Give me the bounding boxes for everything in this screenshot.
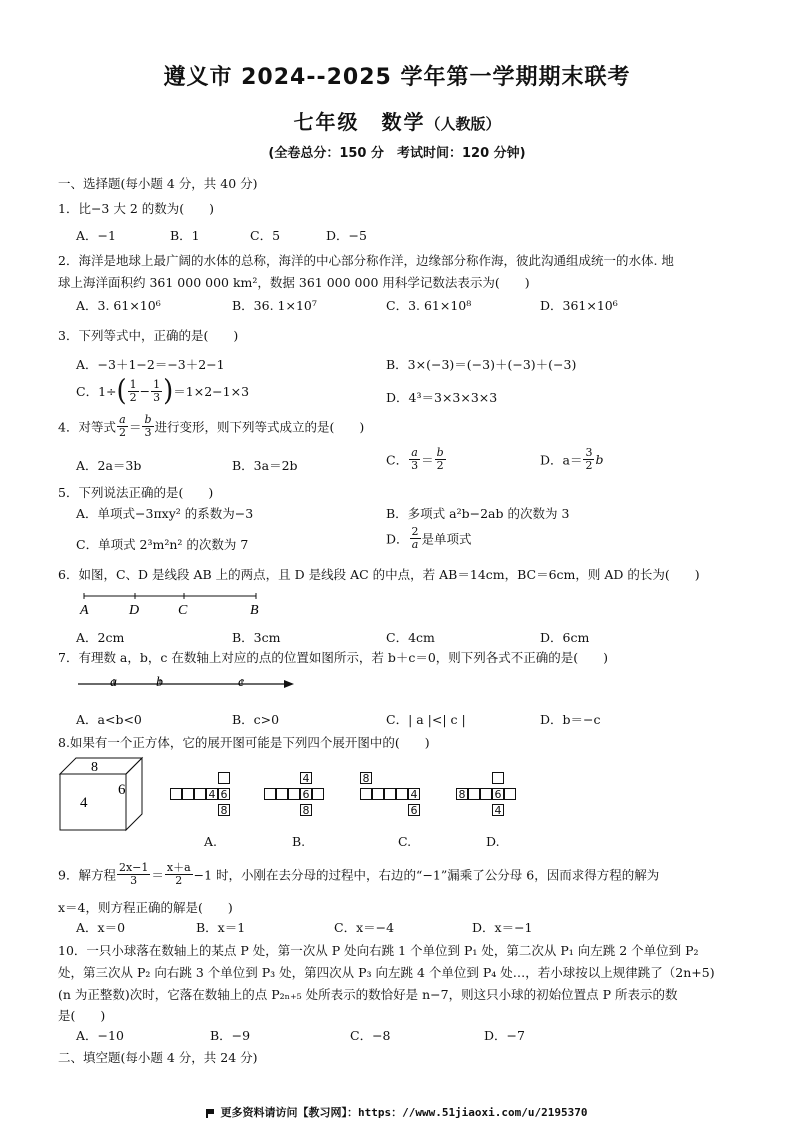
q4-stem	[58, 414, 364, 439]
q4-c-frac1	[409, 447, 420, 472]
q5-d-suffix: 是单项式	[421, 531, 472, 547]
label-c: c	[238, 674, 245, 690]
net-cell	[194, 788, 206, 800]
q3-option-c	[76, 374, 250, 408]
right-paren: )	[163, 374, 174, 408]
q6-option-c: C．4cm	[386, 630, 435, 645]
net-cell: 8	[456, 788, 468, 800]
net-b	[264, 772, 334, 824]
equals: ＝	[128, 419, 142, 435]
frac-den: 3	[411, 459, 419, 472]
q7-option-c: C．| a |<| c |	[386, 712, 466, 727]
q2-option-b: B．36. 1×10⁷	[232, 298, 317, 313]
frac-num: x＋a	[166, 861, 191, 874]
q6-segment-figure	[76, 588, 276, 618]
frac-num: b	[436, 446, 444, 459]
q2-stem-line1: 2．海洋是地球上最广阔的水体的总称，海洋的中心部分称作洋，边缘部分称作海，彼此沟通组成统一的水体. 地	[58, 253, 674, 268]
net-b-label: B.	[292, 834, 306, 849]
footer-link[interactable]: 更多资料请访问【教习网】：https：//www.51jiaoxi.com/u/2195370	[220, 1106, 588, 1119]
q10-line3: (n 为正整数)次时，它落在数轴上的点 P₂ₙ₊₅ 处所表示的数恰好是 n−7，则这只小球的初始位置点 P 所表示的数	[58, 987, 678, 1002]
frac-den: 3	[130, 874, 138, 887]
q7-option-a: A．a<b<0	[76, 712, 142, 727]
q5-d-prefix: D．	[386, 531, 409, 547]
frac-num: 1	[153, 377, 161, 391]
net-cell	[218, 772, 230, 784]
frac-num: 1	[129, 377, 137, 391]
q3-c-frac2	[151, 379, 162, 404]
q9-option-c: C．x＝−4	[334, 920, 395, 935]
q10-option-b: B．−9	[210, 1028, 251, 1043]
label-b: b	[156, 674, 163, 690]
label-a: a	[110, 674, 117, 690]
q6-option-a: A．2cm	[76, 630, 125, 645]
q2-stem-line2: 球上海洋面积约 361 000 000 km²，数据 361 000 000 用科学记数法表示为( )	[58, 275, 530, 290]
net-cell	[360, 788, 372, 800]
label-b: B	[250, 603, 259, 618]
frac-den: 2	[585, 459, 593, 472]
net-cell: 8	[218, 804, 230, 816]
net-cell: 8	[360, 772, 372, 784]
net-cell	[492, 772, 504, 784]
q1-option-c: C．5	[250, 228, 281, 243]
net-cell: 4	[492, 804, 504, 816]
net-d	[456, 772, 526, 824]
q3-option-a: A．−3＋1−2＝−3＋2−1	[76, 357, 225, 372]
exam-info: (全卷总分：150 分 考试时间：120 分钟)	[268, 146, 526, 161]
frac-den: 2	[118, 426, 126, 439]
q10-option-c: C．−8	[350, 1028, 391, 1043]
cube-top-label: 8	[91, 760, 98, 775]
q4-stem-prefix: 4．对等式	[58, 419, 116, 435]
q1-option-a: A．−1	[76, 228, 116, 243]
frac-num: a	[409, 447, 420, 460]
footer	[0, 1104, 794, 1120]
net-d-label: D.	[486, 834, 500, 849]
net-cell	[372, 788, 384, 800]
frac-den: 3	[144, 426, 152, 439]
q10-line1: 10．一只小球落在数轴上的某点 P 处，第一次从 P 处向右跳 1 个单位到 P₁ 处，第二次从 P₁ 向左跳 2 个单位到 P₂	[58, 943, 699, 958]
net-cell	[396, 788, 408, 800]
q4-option-c	[386, 447, 447, 472]
q2-option-a: A．3. 61×10⁶	[76, 298, 161, 313]
cube-right-face	[126, 758, 142, 830]
cube-top-face	[60, 758, 142, 774]
net-c	[360, 772, 430, 824]
exam-title: 遵义市 2024--2025 学年第一学期期末联考	[163, 65, 631, 90]
net-cell	[288, 788, 300, 800]
net-c-label: C.	[398, 834, 412, 849]
net-cell: 6	[300, 788, 312, 800]
q9-option-b: B．x＝1	[196, 920, 246, 935]
q2-option-c: C．3. 61×10⁸	[386, 298, 472, 313]
net-a-label: A.	[204, 834, 218, 849]
q3-c-suffix: ＝1×2−1×3	[173, 384, 250, 399]
net-cell	[264, 788, 276, 800]
net-cell: 4	[408, 788, 420, 800]
net-cell	[384, 788, 396, 800]
net-cell: 4	[206, 788, 218, 800]
q3-option-d: D．4³＝3×3×3×3	[386, 390, 498, 405]
left-paren: (	[116, 374, 127, 408]
q4-option-a: A．2a＝3b	[76, 458, 142, 473]
cube-right-label: 6	[118, 782, 126, 798]
frac-den: 3	[153, 390, 161, 404]
edition: （人教版）	[425, 115, 501, 133]
q1-stem: 1．比−3 大 2 的数为( )	[58, 201, 215, 216]
q4-frac-b3	[142, 414, 153, 439]
exam-subtitle	[0, 106, 794, 135]
q4-d-prefix: D．a＝	[540, 452, 583, 468]
label-c: C	[178, 603, 188, 618]
net-cell: 4	[300, 772, 312, 784]
q1-option-d: D．−5	[326, 228, 367, 243]
equals: ＝	[421, 452, 434, 468]
q9-option-a: A．x＝0	[76, 920, 126, 935]
frac-den: 2	[436, 459, 444, 472]
q6-stem: 6．如图，C、D 是线段 AB 上的两点，且 D 是线段 AC 的中点，若 AB＝14cm，BC＝6cm，则 AD 的长为( )	[58, 567, 700, 582]
section-heading: 一、选择题(每小题 4 分，共 40 分)	[58, 176, 258, 191]
q4-frac-a2	[117, 414, 128, 439]
frac-den: 2	[175, 874, 183, 887]
cube-front-face	[60, 774, 126, 830]
net-cell	[182, 788, 194, 800]
q7-number-line	[76, 672, 306, 706]
grade-subject: 七年级 数学	[293, 110, 426, 134]
q2-option-d: D．361×10⁶	[540, 298, 618, 313]
q8-cube-figure	[58, 756, 148, 832]
q4-stem-suffix: 进行变形，则下列等式成立的是( )	[154, 419, 365, 435]
net-cell	[504, 788, 516, 800]
q3-stem: 3．下列等式中，正确的是( )	[58, 328, 239, 343]
q3-c-frac1	[128, 379, 139, 404]
q5-option-b: B．多项式 a²b−2ab 的次数为 3	[386, 506, 570, 521]
equals: ＝	[151, 867, 164, 883]
frac-num: a	[117, 414, 128, 427]
q9-stem-suffix: −1 时，小刚在去分母的过程中，右边的“−1”漏乘了公分母 6，因而求得方程的解为	[193, 867, 660, 883]
q4-option-b: B．3a＝2b	[232, 458, 298, 473]
label-d: D	[129, 603, 140, 618]
q9-stem	[58, 862, 659, 887]
q8-stem: 8.如果有一个正方体，它的展开图可能是下列四个展开图中的( )	[58, 735, 430, 750]
q5-d-frac	[410, 526, 421, 551]
q7-option-b: B．c>0	[232, 712, 280, 727]
q10-line4: 是( )	[58, 1008, 106, 1023]
frac-num: 2x−1	[118, 861, 149, 874]
q5-stem: 5．下列说法正确的是( )	[58, 485, 214, 500]
q4-d-suffix: b	[595, 452, 604, 467]
frac-num: b	[144, 413, 152, 426]
q9-stem-prefix: 9．解方程	[58, 867, 116, 883]
q5-option-a: A．单项式−3πxy² 的系数为−3	[76, 506, 254, 521]
net-cell: 6	[218, 788, 230, 800]
frac-num: 3	[585, 446, 593, 459]
q9-stem-line2: x＝4，则方程正确的解是( )	[58, 900, 233, 915]
net-cell: 6	[492, 788, 504, 800]
net-cell	[312, 788, 324, 800]
section-heading-2: 二、填空题(每小题 4 分，共 24 分)	[58, 1050, 258, 1065]
frac-den: a	[411, 538, 419, 551]
q7-stem: 7．有理数 a，b，c 在数轴上对应的点的位置如图所示，若 b＋c＝0，则下列各式不正确的是( )	[58, 650, 609, 665]
net-cell	[468, 788, 480, 800]
minus: −	[139, 383, 151, 399]
q9-frac2	[165, 862, 193, 887]
frac-den: 2	[129, 390, 137, 404]
q6-option-b: B．3cm	[232, 630, 281, 645]
net-a	[170, 772, 240, 824]
q9-frac1	[117, 862, 150, 887]
q3-c-prefix: C．1÷	[76, 384, 117, 399]
net-cell	[480, 788, 492, 800]
label-a: A	[80, 603, 89, 618]
q4-d-frac	[583, 447, 594, 472]
cube-front-label: 4	[80, 795, 88, 811]
net-cell	[170, 788, 182, 800]
net-cell: 6	[408, 804, 420, 816]
q6-option-d: D．6cm	[540, 630, 590, 645]
frac-num: 2	[411, 525, 419, 538]
q4-option-d	[540, 447, 604, 472]
q10-line2: 处，第三次从 P₂ 向右跳 3 个单位到 P₃ 处，第四次从 P₃ 向左跳 4 个单位到 P₄ 处…，若小球按以上规律跳了（2n+5)	[58, 965, 715, 980]
q1-option-b: B．1	[170, 228, 200, 243]
q5-option-d	[386, 526, 472, 551]
q9-option-d: D．x＝−1	[472, 920, 533, 935]
q4-c-prefix: C．	[386, 452, 409, 468]
q3-option-b: B．3×(−3)＝(−3)＋(−3)＋(−3)	[386, 357, 577, 372]
q7-option-d: D．b＝−c	[540, 712, 601, 727]
q4-c-frac2	[435, 447, 446, 472]
flag-icon	[206, 1109, 216, 1118]
arrow-icon	[284, 680, 294, 688]
q5-option-c: C．单项式 2³m²n² 的次数为 7	[76, 537, 249, 552]
q10-option-d: D．−7	[484, 1028, 525, 1043]
net-cell	[276, 788, 288, 800]
net-cell: 8	[300, 804, 312, 816]
q10-option-a: A．−10	[76, 1028, 124, 1043]
